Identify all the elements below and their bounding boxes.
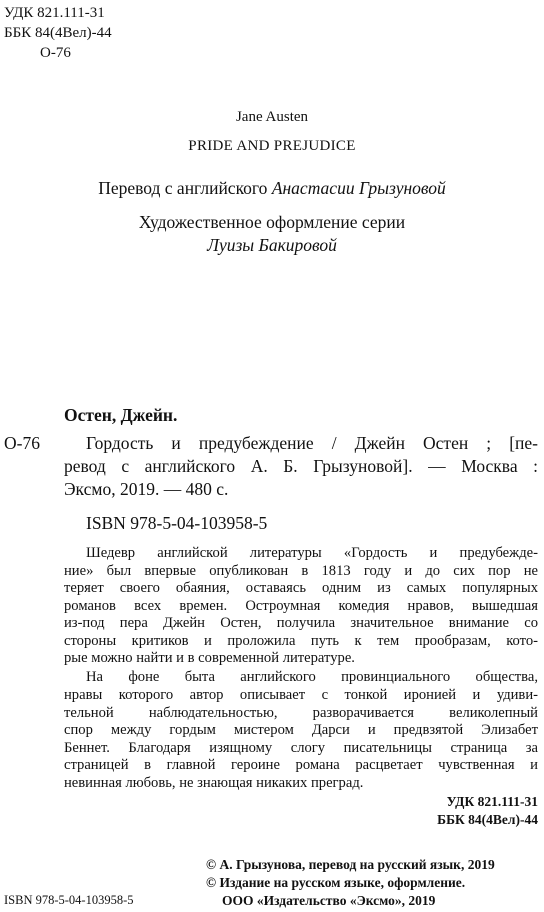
catalog-heading: Остен, Джейн. [64,405,178,425]
udk-code: УДК 821.111-31 [4,5,105,21]
bottom-bbk-code: ББК 84(4Вел)-44 [437,812,538,827]
annotation-line: романов всех времен. Остроумная комедия нравов, вышедшая [64,598,538,614]
original-author: Jane Austen [235,109,309,125]
annotation-line: ние» был впервые опубликован в 1813 году и до сих пор не [64,563,538,579]
annotation-line: стороны критиков и проложила путь к тем прообразам, кото- [64,633,538,649]
annotation-line: Беннет. Благодаря изящному слогу писательницы страница за [64,740,538,756]
original-title: PRIDE AND PREJUDICE [188,138,356,154]
annotation-line: спор между гордым мистером Дарси и предвзятой Элизабет [64,722,538,738]
bottom-udk-code: УДК 821.111-31 [446,794,538,809]
catalog-author-mark: О-76 [4,433,40,453]
designer-name: Луизы Бакировой [207,235,337,255]
footer-isbn: ISBN 978-5-04-103958-5 [4,893,134,907]
annotation-line: тельной наблюдательностью, разворачивается великолепный [64,705,538,721]
annotation-line: На фоне быта английского провинциального общества, [86,669,538,685]
annotation-line: Шедевр английской литературы «Гордость и предубежде- [86,545,538,561]
translation-credit [0,178,544,199]
catalog-line-last: Эксмо, 2019. — 480 с. [64,479,229,499]
author-mark: О-76 [40,45,71,61]
design-credit-label: Художественное оформление серии [138,212,406,232]
annotation-line: из-под пера Джейн Остен, получила значительное внимание со [64,615,538,631]
copyright-edition: © Издание на русском языке, оформление. [206,875,466,890]
annotation-line: нравы которого автор описывает с тонкой иронией и удиви- [64,687,538,703]
annotation-line-last: рые можно найти и в современной литературе. [64,650,355,666]
catalog-line: Гордость и предубеждение / Джейн Остен ; [пе- [86,433,538,453]
catalog-line: ревод с английского А. Б. Грызуновой]. — Москва : [64,456,538,476]
catalog-isbn: ISBN 978-5-04-103958-5 [86,513,268,533]
copyright-publisher: ООО «Издательство «Эксмо», 2019 [222,893,436,908]
annotation-line: теряет своего обаяния, оставаясь одним из самых популярных [64,580,538,596]
copyright-translation: © А. Грызунова, перевод на русский язык, 2019 [206,857,495,872]
annotation-line-last: невинная любовь, не знающая никаких преград. [64,775,364,791]
bbk-code: ББК 84(4Вел)-44 [4,25,112,41]
translator-name: Анастасии Грызуновой [271,178,446,198]
translation-prefix: Перевод с английского [98,178,268,198]
annotation-line: страницей в главной героине романа расцветает чувственная и [64,757,538,773]
